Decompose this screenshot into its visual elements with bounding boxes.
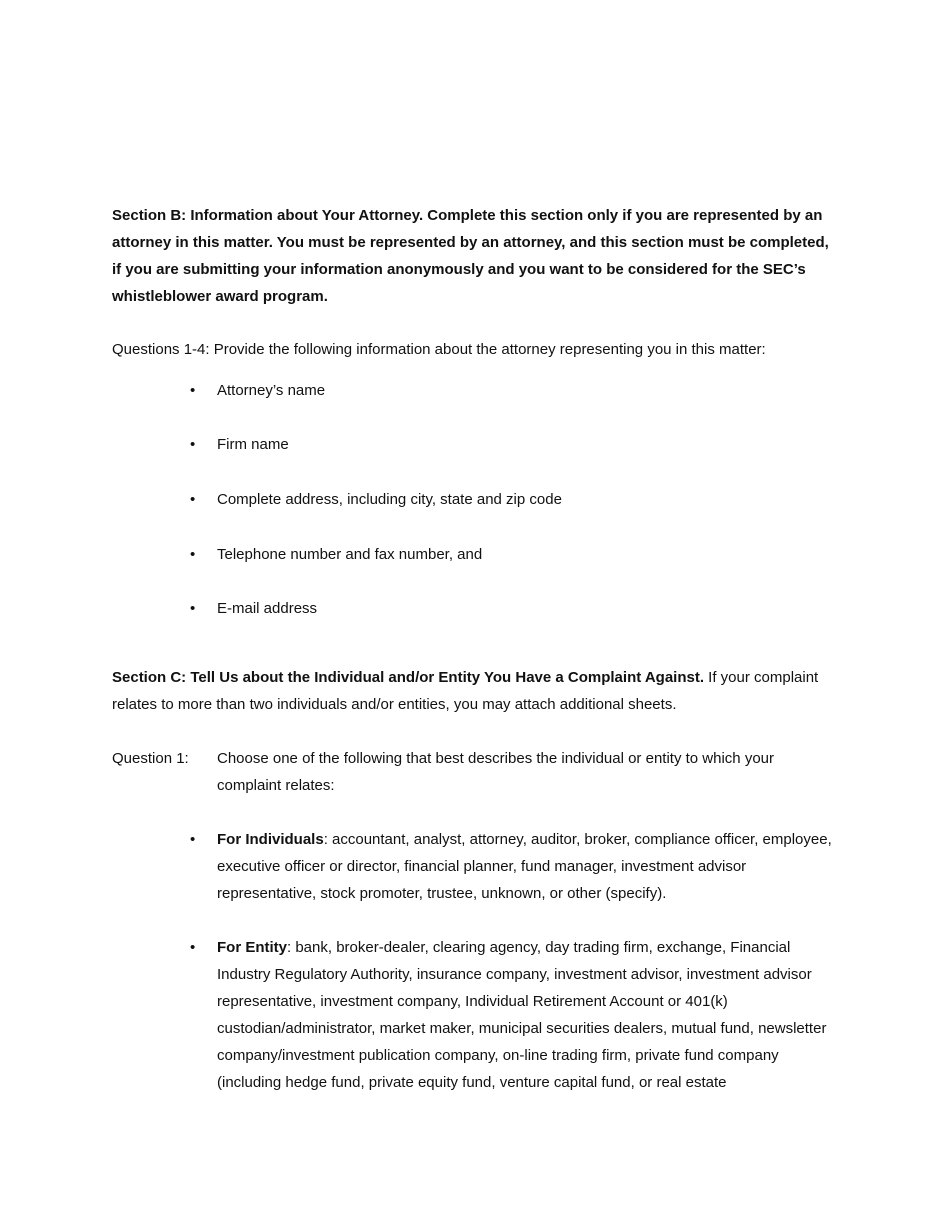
entity-option [217,934,840,1096]
bullet-icon: • [190,491,196,508]
bullet-icon: • [190,831,196,848]
bullet-icon: • [190,546,196,563]
bullet-icon: • [190,939,196,956]
entity-description: : bank, broker-dealer, clearing agency, day trading firm, exchange, Financial Industry Regulatory Authority, insurance company, investment advisor, investment advisor representative, investment company, Individual Retirement Account or 401(k) custodian/administrator, market maker, municipal securities dealers, mutual fund, newsletter company/investment publication company, on-line trading firm, private fund company (including hedge fund, private equity fund, venture capital fund, or real estate [217,939,827,1091]
entity-term: For Entity [217,939,287,956]
email-item: E-mail address [217,600,318,617]
individuals-description: : accountant, analyst, attorney, auditor, broker, compliance officer, employee, executive officer or director, financial planner, fund manager, investment advisor representative, stock promoter, trustee, unknown, or other (specify). [217,831,832,902]
question-1-label: Question 1: [112,750,189,767]
telephone-fax-item: Telephone number and fax number, and [217,546,483,563]
bullet-icon: • [190,436,196,453]
section-c-heading: Section C: Tell Us about the Individual and/or Entity You Have a Complaint Against. [112,669,705,686]
attorney-name-item: Attorney’s name [217,382,326,399]
section-c-body: If your complaint relates to more than two individuals and/or entities, you may attach additional sheets. [112,669,819,713]
section-c-paragraph [112,664,840,718]
section-b-heading: Section B: Information about Your Attorney. Complete this section only if you are represented by an attorney in this matter. You must be represented by an attorney, and this section must be completed, if you are submitting your information anonymously and you want to be considered for the SEC’s whistleblower award program. [112,207,829,305]
question-1-text: Choose one of the following that best describes the individual or entity to which your complaint relates: [217,750,774,794]
individuals-term: For Individuals [217,831,324,848]
individuals-option [217,826,840,907]
bullet-icon: • [190,600,196,617]
questions-1-4-prompt: Questions 1-4: Provide the following information about the attorney representing you in this matter: [112,341,766,358]
bullet-icon: • [190,382,196,399]
address-item: Complete address, including city, state and zip code [217,491,562,508]
firm-name-item: Firm name [217,436,289,453]
